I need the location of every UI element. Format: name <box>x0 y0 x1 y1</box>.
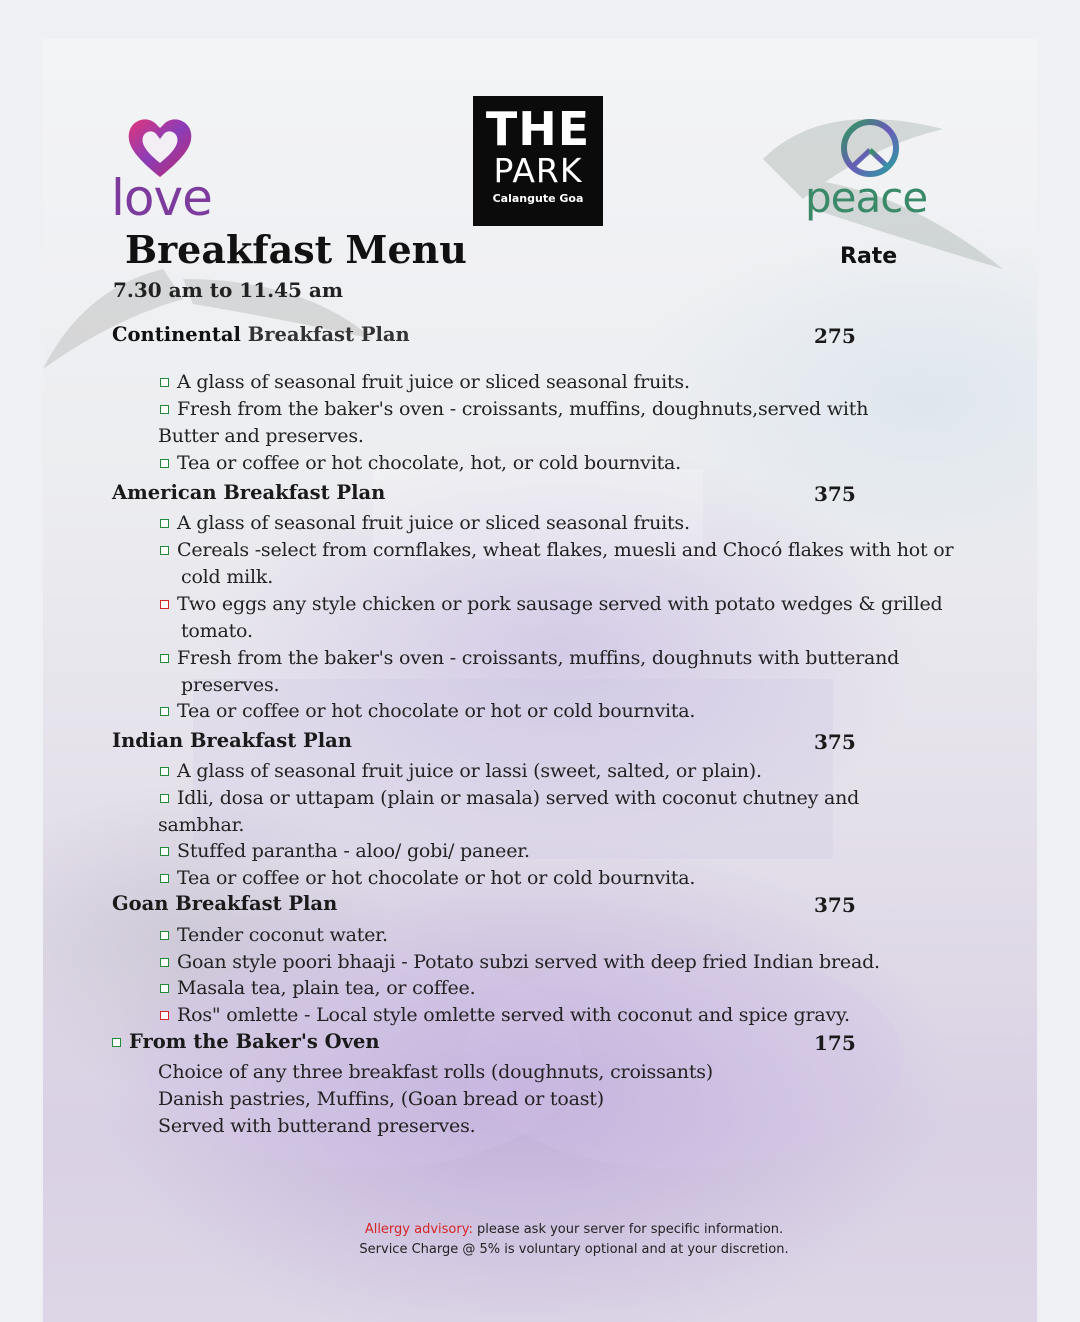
allergy-label: Allergy advisory: <box>364 1222 473 1237</box>
logo-park: PARK <box>493 151 583 190</box>
bullet-icon <box>160 600 169 609</box>
section-price-bakers-oven: 175 <box>814 1031 856 1055</box>
list-item <box>160 951 880 973</box>
bullet-icon <box>160 654 169 663</box>
list-item <box>160 512 690 534</box>
allergy-advisory <box>43 1222 1037 1237</box>
item-text: Tea or coffee or hot chocolate or hot or cold bournvita. <box>177 700 696 722</box>
section-title-american: American Breakfast Plan <box>112 481 386 504</box>
section-title-goan: Goan Breakfast Plan <box>112 892 338 915</box>
love-logo <box>111 111 212 227</box>
item-continuation: sambhar. <box>158 814 245 836</box>
list-item <box>160 700 695 722</box>
logo-location: Calangute Goa <box>492 192 584 205</box>
bullet-icon <box>160 1011 169 1020</box>
bullet-icon <box>160 958 169 967</box>
rate-header: Rate <box>840 244 898 269</box>
peace-logo-text: peace <box>805 173 928 222</box>
section-title-bold: Continental <box>112 323 241 346</box>
logo-the: THE <box>485 102 591 156</box>
page-title: Breakfast Menu <box>125 227 467 272</box>
list-item <box>160 760 762 782</box>
item-text: Fresh from the baker's oven - croissants, muffins, doughnuts,served with <box>177 398 869 420</box>
item-text: Stuffed parantha - aloo/ gobi/ paneer. <box>177 840 530 862</box>
list-item <box>160 867 695 889</box>
service-hours: 7.30 am to 11.45 am <box>113 278 344 302</box>
section-title-bakers-oven <box>112 1030 380 1053</box>
bullet-icon <box>160 847 169 856</box>
allergy-text: please ask your server for specific information. <box>472 1222 784 1237</box>
list-item <box>160 398 868 420</box>
the-park-logo <box>473 96 603 226</box>
section-title-rest: Breakfast Plan <box>240 323 410 346</box>
item-text: Two eggs any style chicken or pork sausage served with potato wedges & grilled <box>177 593 943 615</box>
item-text: A glass of seasonal fruit juice or lassi (sweet, salted, or plain). <box>177 760 762 782</box>
service-charge-note: Service Charge @ 5% is voluntary optional and at your discretion. <box>359 1242 789 1257</box>
bullet-icon <box>160 984 169 993</box>
peace-sign-icon <box>839 117 901 179</box>
bullet-icon <box>160 405 169 414</box>
item-text: Ros" omlette - Local style omlette served with coconut and spice gravy. <box>177 1004 850 1026</box>
list-item <box>160 647 899 669</box>
section-price-american: 375 <box>814 482 856 506</box>
item-continuation: cold milk. <box>181 566 274 588</box>
bullet-icon <box>112 1038 121 1047</box>
list-item <box>160 924 388 946</box>
bullet-icon <box>160 378 169 387</box>
peace-logo <box>803 117 933 227</box>
bullet-icon <box>160 931 169 940</box>
item-text: Fresh from the baker's oven - croissants, muffins, doughnuts with butterand <box>177 647 900 669</box>
section-title-text: From the Baker's Oven <box>129 1030 380 1053</box>
bullet-icon <box>160 459 169 468</box>
list-item <box>160 539 953 561</box>
item-text: A glass of seasonal fruit juice or sliced seasonal fruits. <box>177 371 690 393</box>
bullet-icon <box>160 767 169 776</box>
menu-page <box>43 39 1037 1322</box>
item-continuation: preserves. <box>181 674 280 696</box>
item-text: Cereals -select from cornflakes, wheat flakes, muesli and Chocó flakes with hot or <box>177 539 954 561</box>
bullet-icon <box>160 546 169 555</box>
item-text: Tea or coffee or hot chocolate, hot, or cold bournvita. <box>177 452 681 474</box>
section-title-indian: Indian Breakfast Plan <box>112 729 352 752</box>
section-price-continental: 275 <box>814 324 856 348</box>
list-item <box>160 371 690 393</box>
bakers-line: Danish pastries, Muffins, (Goan bread or toast) <box>158 1088 604 1110</box>
bullet-icon <box>160 874 169 883</box>
item-text: Goan style poori bhaaji - Potato subzi served with deep fried Indian bread. <box>177 951 880 973</box>
bakers-line: Choice of any three breakfast rolls (doughnuts, croissants) <box>158 1061 714 1083</box>
love-logo-text: love <box>111 169 212 227</box>
list-item <box>160 787 859 809</box>
list-item <box>160 452 681 474</box>
bullet-icon <box>160 519 169 528</box>
section-price-indian: 375 <box>814 730 856 754</box>
list-item <box>160 977 475 999</box>
section-title-continental <box>112 323 410 346</box>
item-text: Tender coconut water. <box>177 924 388 946</box>
item-continuation: tomato. <box>181 620 253 642</box>
bakers-line: Served with butterand preserves. <box>158 1115 476 1137</box>
item-continuation: Butter and preserves. <box>158 425 364 447</box>
list-item <box>160 840 530 862</box>
list-item <box>160 593 942 615</box>
list-item <box>160 1004 850 1026</box>
bullet-icon <box>160 794 169 803</box>
bullet-icon <box>160 707 169 716</box>
item-text: A glass of seasonal fruit juice or sliced seasonal fruits. <box>177 512 690 534</box>
item-text: Idli, dosa or uttapam (plain or masala) served with coconut chutney and <box>177 787 860 809</box>
item-text: Masala tea, plain tea, or coffee. <box>177 977 476 999</box>
item-text: Tea or coffee or hot chocolate or hot or cold bournvita. <box>177 867 696 889</box>
section-price-goan: 375 <box>814 893 856 917</box>
